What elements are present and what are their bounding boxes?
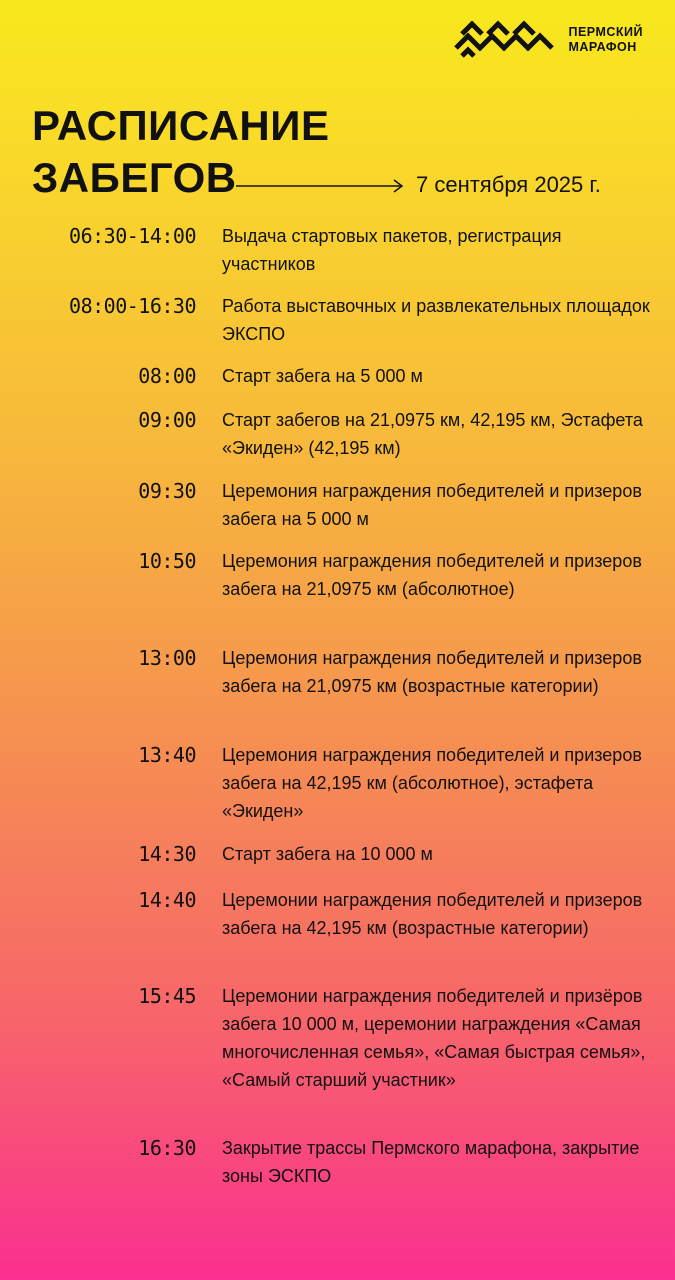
schedule-description: Старт забега на 10 000 м [222,844,433,864]
schedule-time: 10:50 [138,549,196,573]
schedule-time: 06:30-14:00 [69,224,196,248]
schedule-item [0,1134,675,1194]
schedule-description: Церемония награждения победителей и призеров забега на 21,0975 км (возрастные категории) [222,648,642,696]
schedule-list [0,222,675,1194]
schedule-item [0,982,675,1134]
schedule-description: Церемония награждения победителей и призеров забега на 42,195 км (абсолютное), эстафета «Экиден» [222,745,642,821]
schedule-description: Закрытие трассы Пермского марафона, закрытие зоны ЭСКПО [222,1138,640,1186]
schedule-item [0,741,675,840]
brand-name [568,25,643,55]
schedule-item [0,644,675,741]
brand-line-1: ПЕРМСКИЙ [568,25,643,39]
schedule-item [0,222,675,292]
schedule-description: Старт забегов на 21,0975 км, 42,195 км, Эстафета «Экиден» (42,195 км) [222,410,643,458]
schedule-item [0,840,675,886]
schedule-time: 09:00 [138,408,196,432]
schedule-item [0,362,675,406]
marathon-logo-icon [454,20,558,60]
schedule-time: 09:30 [138,479,196,503]
event-date: 7 сентября 2025 г. [416,172,601,197]
schedule-time: 14:30 [138,842,196,866]
schedule-time: 13:00 [138,646,196,670]
title-line-1: РАСПИСАНИЕ [32,102,330,149]
schedule-time: 13:40 [138,743,196,767]
schedule-item [0,406,675,477]
schedule-item [0,886,675,982]
schedule-time: 14:40 [138,888,196,912]
brand-line-2: МАРАФОН [568,40,637,54]
schedule-description: Старт забега на 5 000 м [222,366,423,386]
schedule-item [0,292,675,362]
schedule-description: Выдача стартовых пакетов, регистрация участников [222,226,562,274]
arrow-right-icon [236,178,406,194]
schedule-item [0,477,675,547]
title-line-2: ЗАБЕГОВ [32,154,237,201]
schedule-time: 15:45 [138,984,196,1008]
schedule-description: Церемония награждения победителей и призеров забега на 21,0975 км (абсолютное) [222,551,642,599]
schedule-time: 08:00 [138,364,196,388]
schedule-time: 08:00-16:30 [69,294,196,318]
schedule-description: Церемонии награждения победителей и призёров забега 10 000 м, церемонии награждения «Самая многочисленная семья», «Самая быстрая семья», «Самый старший участник» [222,986,646,1090]
schedule-description: Церемония награждения победителей и призеров забега на 5 000 м [222,481,642,529]
schedule-time: 16:30 [138,1136,196,1160]
schedule-description: Работа выставочных и развлекательных площадок ЭКСПО [222,296,650,344]
brand-logo [454,20,643,60]
schedule-item [0,547,675,644]
schedule-description: Церемонии награждения победителей и призеров забега на 42,195 км (возрастные категории) [222,890,643,938]
